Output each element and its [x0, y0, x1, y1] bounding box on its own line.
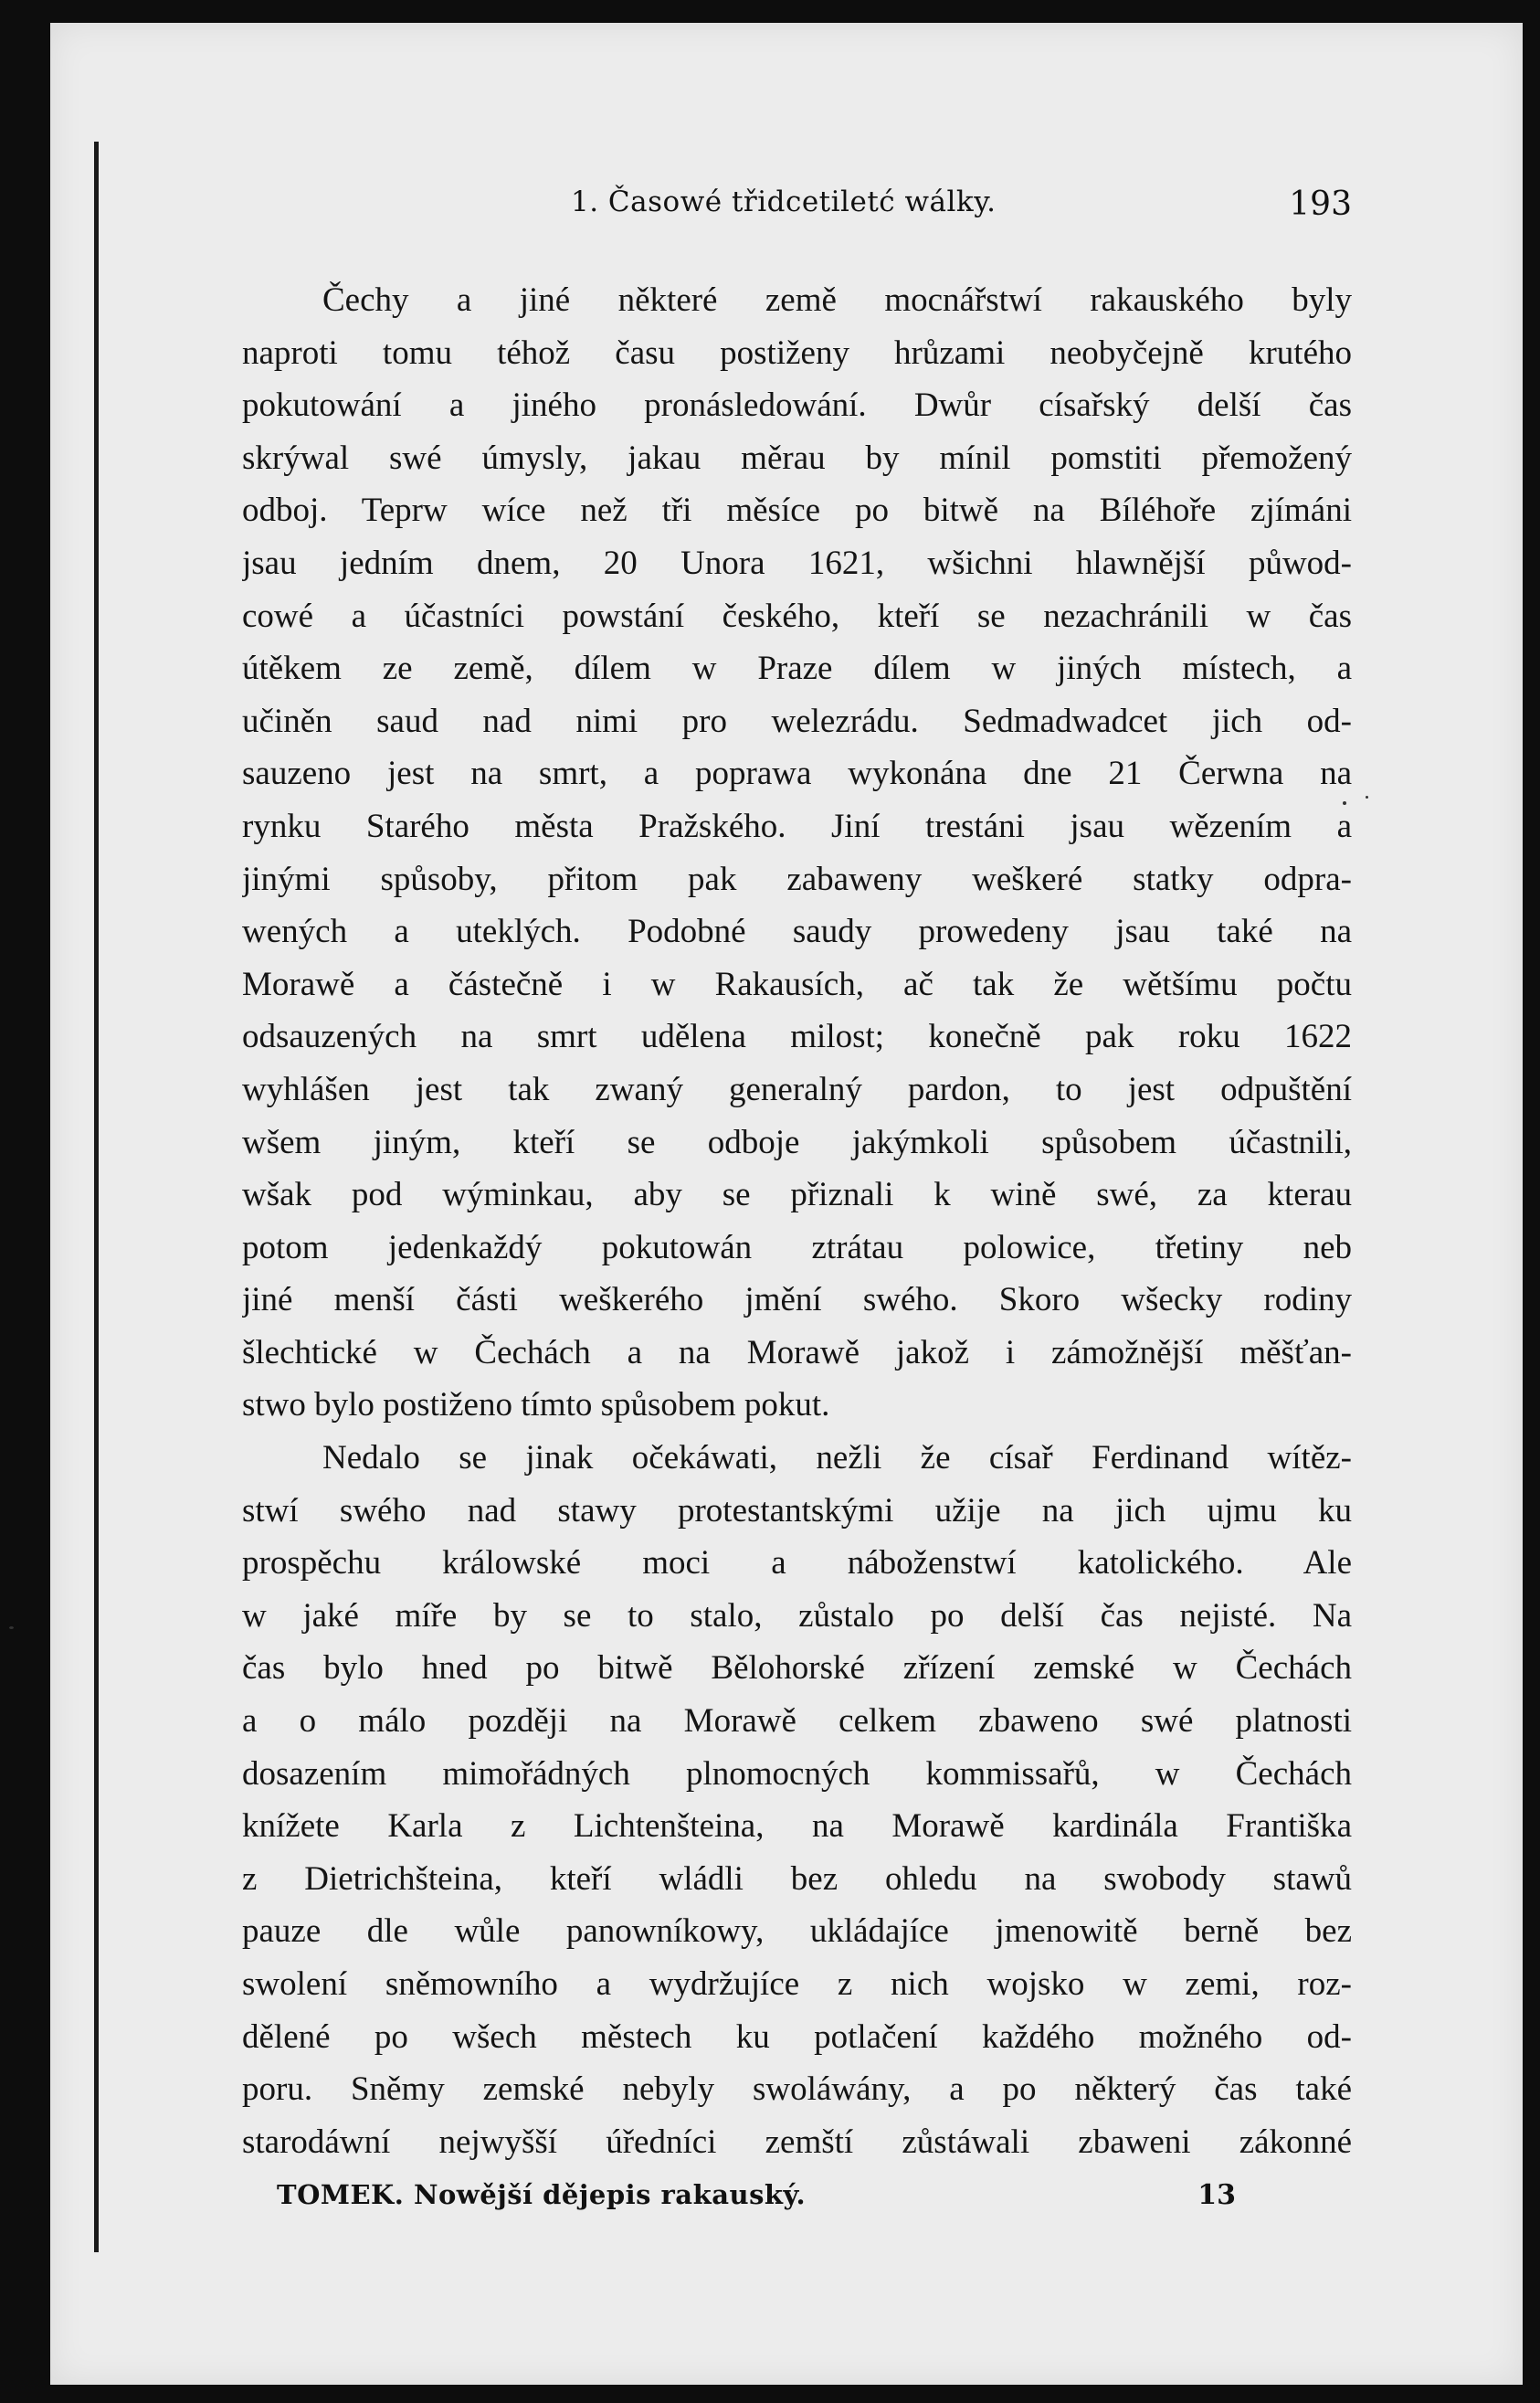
text-line: Čechy a jiné některé země mocnářstwí rakauského byly	[322, 281, 1352, 319]
text-line: wyhlášen jest tak zwaný generalný pardon, to jest odpuštění	[242, 1070, 1352, 1108]
text-line: útěkem ze země, dílem w Praze dílem w jiných místech, a	[242, 650, 1352, 688]
text-line: Nedalo se jinak očekáwati, nežli že císař Ferdinand wítěz-	[322, 1439, 1352, 1477]
text-line: cowé a účastníci powstání českého, kteří se nezachránili w čas	[242, 597, 1352, 635]
page-number: 193	[1289, 185, 1352, 223]
running-title: 1. Časowé třidcetiletć wálky.	[571, 185, 997, 218]
text-line: knížete Karla z Lichtenšteina, na Morawě kardinála Františka	[242, 1807, 1352, 1846]
text-line: učiněn saud nad nimi pro welezrádu. Sedmadwadcet jich od-	[242, 702, 1352, 740]
text-line: jinými spůsoby, přitom pak zabaweny weškeré statky odpra-	[242, 860, 1352, 898]
page-footer	[277, 2179, 1236, 2225]
text-line: skrýwal swé úmysly, jakau měrau by mínil pomstiti přemožený	[242, 439, 1352, 477]
text-line: stwí swého nad stawy protestantskými užije na jich ujmu ku	[242, 1491, 1352, 1530]
text-line: odboj. Teprw wíce než tři měsíce po bitwě na Bíléhoře zjímáni	[242, 492, 1352, 530]
text-line: wených a uteklých. Podobné saudy prowedeny jsau také na	[242, 913, 1352, 951]
text-line: dělené po wšech městech ku potlačení každého možného od-	[242, 2017, 1352, 2056]
paragraph	[242, 274, 1352, 1432]
text-line: dosazením mimořádných plnomocných kommissařů, w Čechách	[242, 1754, 1352, 1793]
text-line: šlechtické w Čechách a na Morawě jakož i zámožnější měšťan-	[242, 1333, 1352, 1371]
text-line: z Dietrichšteina, kteří wládli bez ohledu na swobody stawů	[242, 1859, 1352, 1898]
text-line: rynku Starého města Pražského. Jiní trestáni jsau wězením a	[242, 807, 1352, 845]
signature-mark: 13	[1197, 2179, 1236, 2211]
print-speck	[1366, 796, 1368, 799]
text-line: jiné menší části weškerého jmění swého. Skoro wšecky rodiny	[242, 1281, 1352, 1319]
text-line: wšem jiným, kteří se odboje jakýmkoli spůsobem účastnili,	[242, 1123, 1352, 1161]
print-speck	[1343, 801, 1346, 805]
printer-signature: TOMEK. Nowější dějepis rakauský.	[277, 2179, 807, 2210]
text-line: prospěchu králowské moci a náboženstwí katolického. Ale	[242, 1544, 1352, 1583]
text-line: starodáwní nejwyšší úředníci zemští zůstáwali zbaweni zákonné	[242, 2122, 1352, 2161]
text-line: čas bylo hned po bitwě Bělohorské zřízení zemské w Čechách	[242, 1649, 1352, 1688]
text-line: stwo bylo postiženo tímto spůsobem pokut.	[242, 1386, 830, 1424]
print-speck	[9, 1626, 14, 1629]
text-line: Morawě a částečně i w Rakausích, ač tak že wětšímu počtu	[242, 965, 1352, 1003]
text-line: potom jedenkaždý pokutowán ztrátau polowice, třetiny neb	[242, 1228, 1352, 1266]
text-line: a o málo později na Morawě celkem zbaweno swé platnosti	[242, 1702, 1352, 1741]
text-line: pokutowání a jiného pronásledowání. Dwůr císařský delší čas	[242, 386, 1352, 425]
binding-edge	[94, 142, 99, 2252]
text-line: jsau jedním dnem, 20 Unora 1621, wšichni hlawnější půwod-	[242, 544, 1352, 582]
page-header	[242, 185, 1352, 240]
page-sheet	[50, 23, 1523, 2385]
body-text	[242, 274, 1352, 2168]
text-line: naproti tomu téhož času postiženy hrůzami neobyčejně krutého	[242, 333, 1352, 372]
text-line: odsauzených na smrt udělena milost; konečně pak roku 1622	[242, 1018, 1352, 1056]
text-line: poru. Sněmy zemské nebyly swoláwány, a po některý čas také	[242, 2070, 1352, 2109]
text-line: w jaké míře by se to stalo, zůstalo po delší čas nejisté. Na	[242, 1596, 1352, 1635]
text-line: pauze dle wůle panowníkowy, ukládajíce jmenowitě berně bez	[242, 1912, 1352, 1951]
text-line: sauzeno jest na smrt, a poprawa wykonána dne 21 Čerwna na	[242, 755, 1352, 793]
paragraph	[242, 1432, 1352, 2168]
text-line: wšak pod wýminkau, aby se přiznali k wině swé, za kterau	[242, 1176, 1352, 1214]
text-line: swolení sněmowního a wydržujíce z nich wojsko w zemi, roz-	[242, 1965, 1352, 2003]
